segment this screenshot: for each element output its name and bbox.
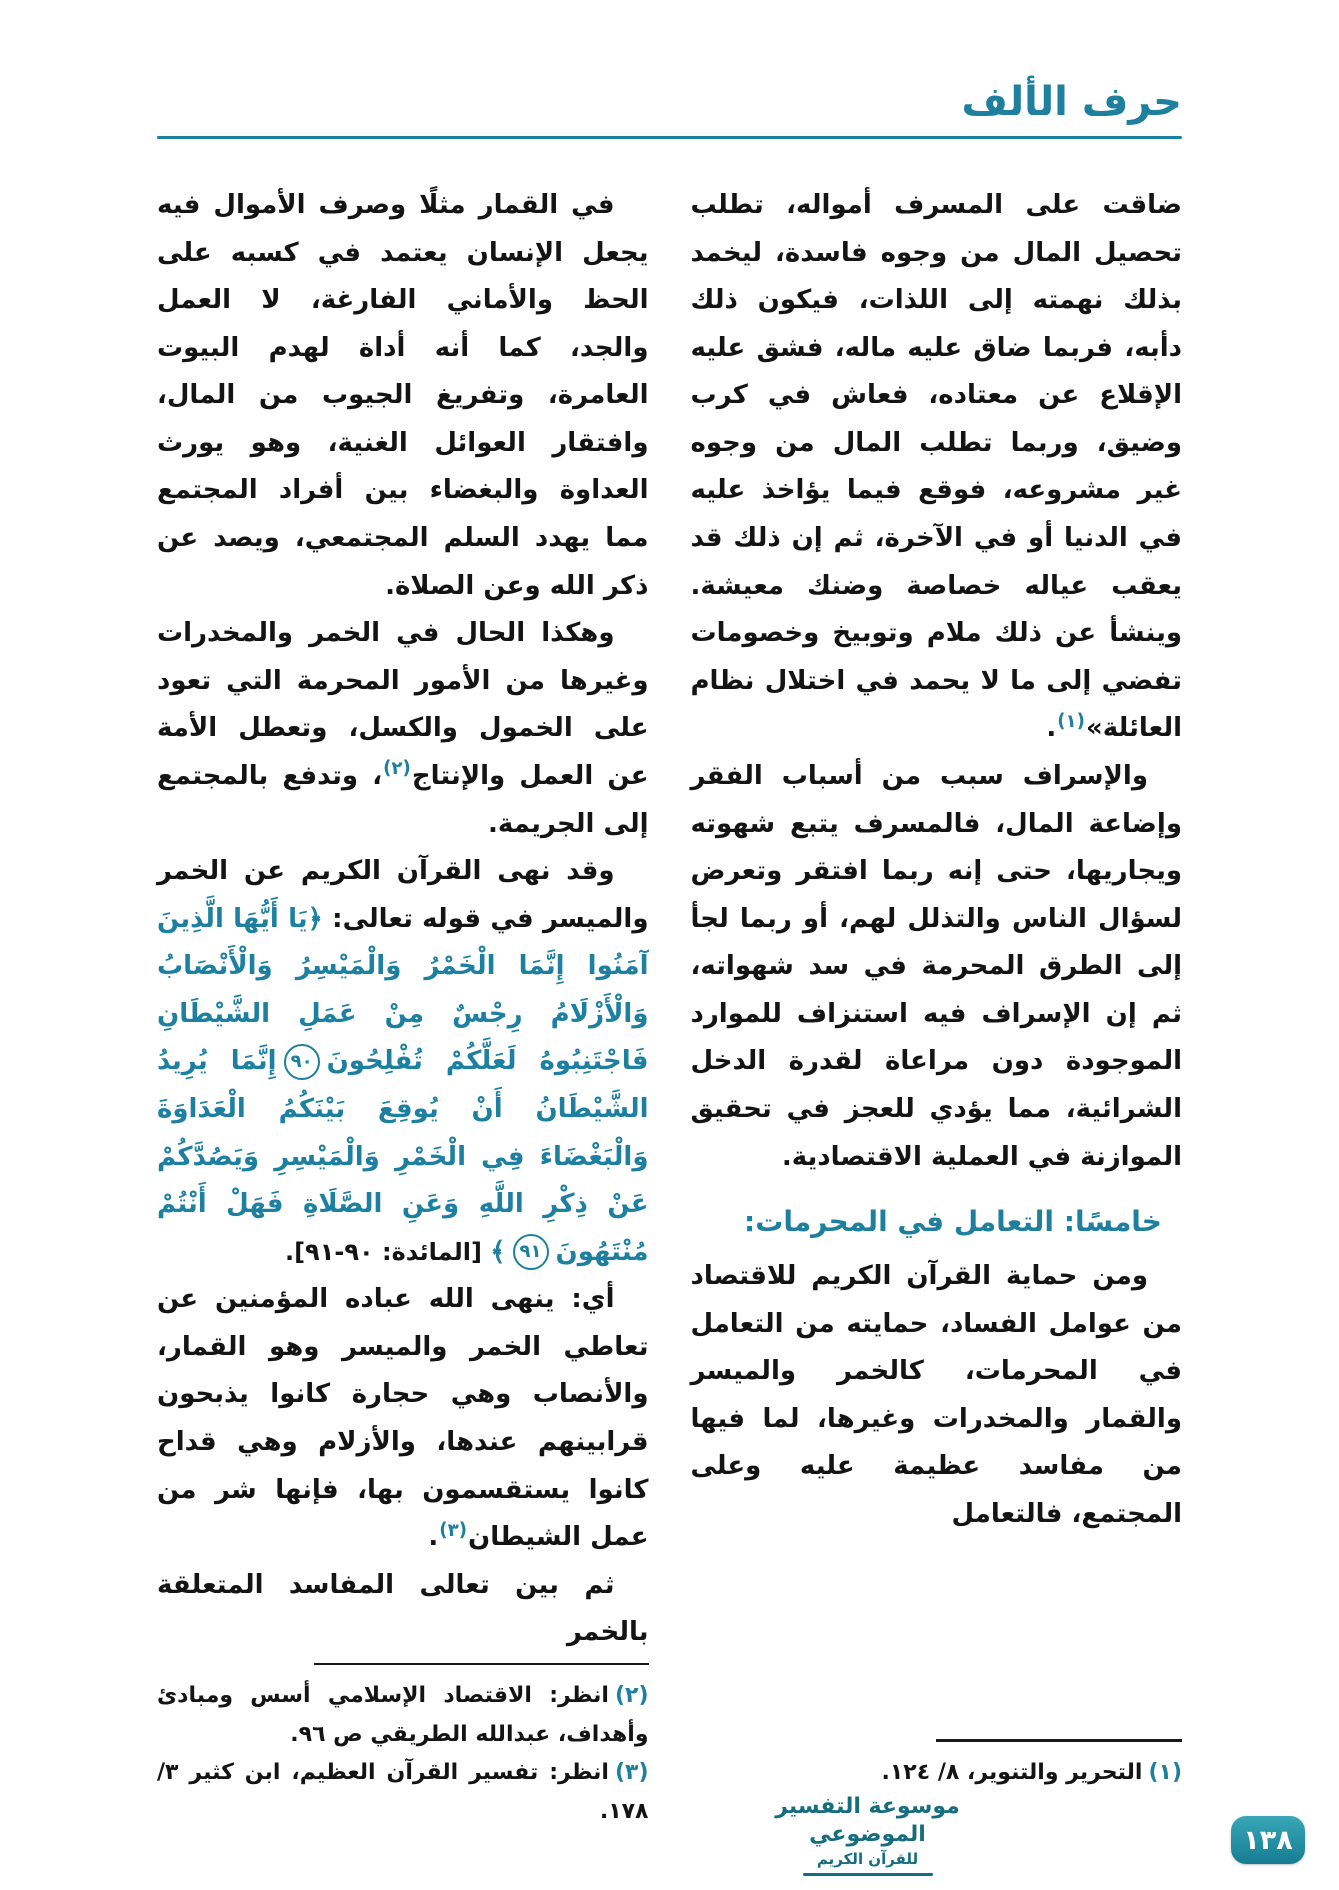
- footnote-ref-1: (١): [1057, 710, 1085, 732]
- paragraph-text: أي: ينهى الله عباده المؤمنين عن تعاطي الخمر والميسر وهو القمار، والأنصاب وهي حجارة كانوا يذبحون قرابينهم عندها، والأزلام وهي قداح كانوا يستقسمون بها، فإنها شر من عمل الشيطان: [157, 1284, 649, 1553]
- ayah-number-90: ٩٠: [284, 1044, 320, 1080]
- footnote-text: التحرير والتنوير، ٨/ ١٢٤.: [881, 1759, 1143, 1785]
- footnote-text: انظر: الاقتصاد الإسلامي أسس ومبادئ وأهداف، عبدالله الطريقي ص ٩٦.: [157, 1683, 649, 1747]
- paragraph-text: .: [1046, 713, 1057, 744]
- page-number: ١٣٨: [1243, 1824, 1293, 1856]
- section-heading: خامسًا: التعامل في المحرمات:: [744, 1205, 1162, 1239]
- quran-verse-text: إِنَّمَا يُرِيدُ الشَّيْطَانُ أَنْ يُوقِعَ بَيْنَكُمُ الْعَدَاوَةَ وَالْبَغْضَاءَ فِي الْخَمْرِ وَالْمَيْسِرِ وَيَصُدَّكُمْ عَنْ ذِكْرِ اللَّهِ وَعَنِ الصَّلَاةِ فَهَلْ أَنْتُمْ مُنْتَهُونَ: [157, 1046, 649, 1267]
- paragraph: والإسراف سبب من أسباب الفقر وإضاعة المال، فالمسرف يتبع شهوته ويجاريها، حتى إنه ربما افتقر وتعرض لسؤال الناس والتذلل لهم، أو ربما لجأ إلى الطرق المحرمة في سد شهواته، ثم إن الإسراف فيه استنزاف للموارد الموجودة دون مراعاة لقدرة الدخل الشرائية، مما يؤدي للعجز في تحقيق الموازنة في العملية الاقتصادية.: [690, 760, 1182, 1172]
- page-number-badge: [1231, 1816, 1305, 1864]
- footnote-number: (٣): [614, 1760, 649, 1786]
- footnote: [157, 1754, 649, 1831]
- column-left: [157, 182, 649, 1824]
- paragraph: [691, 182, 1183, 753]
- footnote: [157, 1677, 649, 1754]
- footnote-number: (١): [1148, 1759, 1182, 1785]
- quran-verse-text: يَا أَيُّهَا الَّذِينَ آمَنُوا إِنَّمَا الْخَمْرُ وَالْمَيْسِرُ وَالْأَنْصَابُ وَالْأَزْلَامُ رِجْسٌ مِنْ عَمَلِ الشَّيْطَانِ فَاجْتَنِبُوهُ لَعَلَّكُمْ تُفْلِحُونَ: [157, 903, 649, 1077]
- verse-reference: [المائدة: ٩٠-٩١].: [284, 1237, 491, 1266]
- quran-verse-close-bracket: ﴾: [490, 1236, 506, 1267]
- footnote-text: انظر: تفسير القرآن العظيم، ابن كثير ٣/ ١٧٨.: [157, 1760, 649, 1824]
- footnotes-left: [157, 1657, 649, 1832]
- paragraph-with-verse: [157, 848, 649, 1276]
- footnote-number: (٢): [614, 1683, 649, 1709]
- publisher-logo: [755, 1793, 980, 1876]
- footnote: [691, 1754, 1183, 1793]
- paragraph: ثم بين تعالى المفاسد المتعلقة بالخمر: [157, 1569, 649, 1648]
- ayah-number-91: ٩١: [513, 1234, 549, 1270]
- paragraph-text: .: [428, 1522, 439, 1553]
- footnote-separator: [314, 1663, 648, 1666]
- page-header: [157, 78, 1182, 139]
- paragraph: [157, 1276, 649, 1561]
- footnotes-right: [691, 1733, 1183, 1792]
- publisher-logo-title: موسوعة التفسير الموضوعي: [775, 1794, 960, 1847]
- quran-verse-open-bracket: ﴿: [307, 903, 323, 934]
- paragraph: [157, 610, 649, 848]
- publisher-logo-flourish: [803, 1873, 933, 1876]
- verse-intro: وقد نهى القرآن الكريم عن الخمر والميسر في قوله تعالى:: [157, 856, 649, 934]
- column-right: [691, 182, 1183, 1792]
- paragraph-text: ضاقت على المسرف أمواله، تطلب تحصيل المال من وجوه فاسدة، ليخمد بذلك نهمته إلى اللذات، فيكون ذلك دأبه، فربما ضاق عليه ماله، فشق عليه الإقلاع عن معتاده، فعاش في كرب وضيق، وربما تطلب المال من وجوه غير مشروعه، فوقع فيما يؤاخذ عليه في الدنيا أو في الآخرة، ثم إن ذلك قد يعقب عياله خصاصة وضنك معيشة. وينشأ عن ذلك ملام وتوبيخ وخصومات تفضي إلى ما لا يحمد في اختلال نظام العائلة»: [690, 190, 1182, 744]
- paragraph-text: ، وتدفع بالمجتمع إلى الجريمة.: [157, 760, 649, 839]
- publisher-logo-subtitle: للقرآن الكريم: [816, 1850, 919, 1869]
- chapter-title: حرف الألف: [961, 79, 1182, 125]
- paragraph: ومن حماية القرآن الكريم للاقتصاد من عوامل الفساد، حمايته من التعامل في المحرمات، كالخمر والميسر والقمار والمخدرات وغيرها، لما فيها من مفاسد عظيمة عليه وعلى المجتمع، فالتعامل: [690, 1261, 1182, 1530]
- footnote-ref-3: (٣): [439, 1519, 468, 1541]
- paragraph-text: وهكذا الحال في الخمر والمخدرات وغيرها من الأمور المحرمة التي تعود على الخمول والكسل، وتعطل الأمة عن العمل والإنتاج: [157, 618, 649, 791]
- header-rule: [157, 136, 1182, 139]
- footnote-ref-2: (٢): [383, 758, 411, 780]
- footnote-separator: [936, 1739, 1182, 1742]
- paragraph: في القمار مثلًا وصرف الأموال فيه يجعل الإنسان يعتمد في كسبه على الحظ والأماني الفارغة، لا العمل والجد، كما أنه أداة لهدم البيوت العامرة، وتفريغ الجيوب من المال، وافتقار العوائل الغنية، وهو يورث العداوة والبغضاء بين أفراد المجتمع مما يهدد السلم المجتمعي، ويصد عن ذكر الله وعن الصلاة.: [157, 190, 649, 601]
